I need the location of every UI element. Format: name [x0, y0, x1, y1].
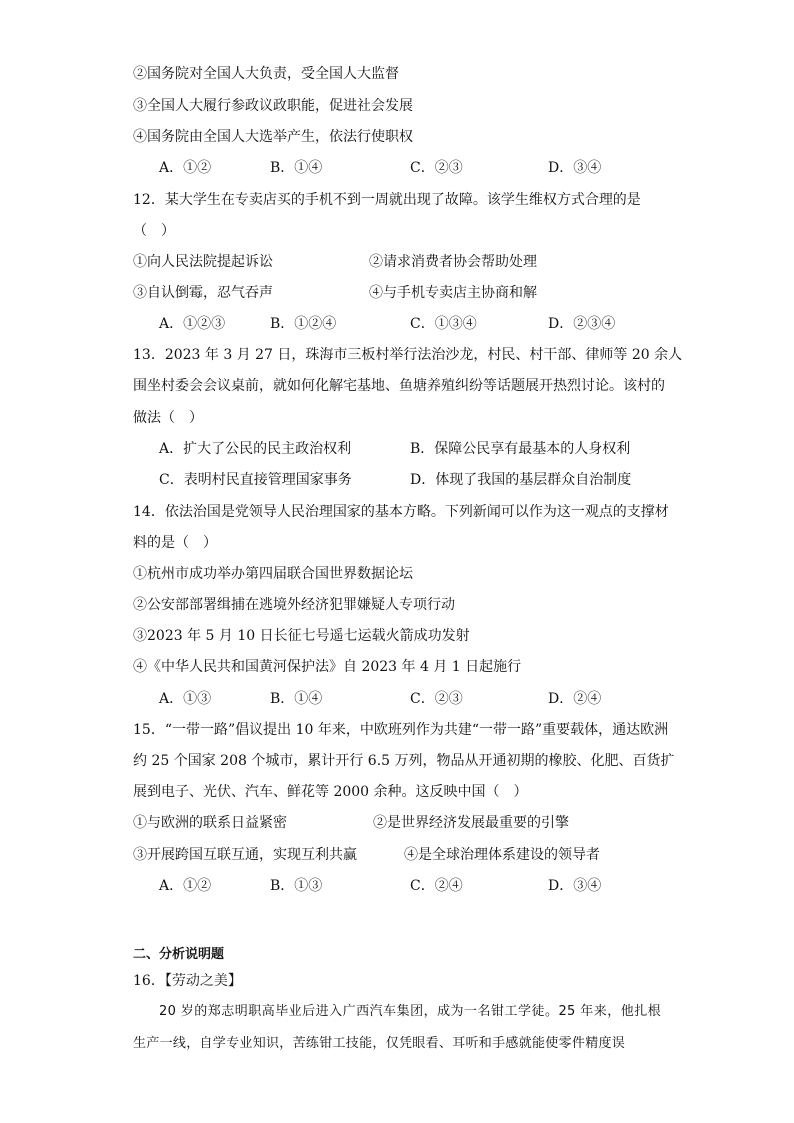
q16-material: [133, 996, 661, 1060]
q13-stem-line-3: 做法（ ）: [133, 410, 203, 426]
q12-item-3: ③自认倒霉，忍气吞声: [133, 285, 273, 301]
q15-options: [0, 876, 794, 896]
q16-label: 16．【劳动之美】: [133, 973, 242, 989]
q12-stem-line-1: 12．某大学生在专卖店买的手机不到一周就出现了故障。该学生维权方式合理的是: [133, 192, 641, 208]
q12-option-a: A．①②③: [159, 316, 226, 332]
q12-option-b: B．①②④: [270, 316, 337, 332]
q11-option-b: B．①④: [270, 160, 323, 176]
q11-options: [0, 158, 794, 178]
q13-stem-line-1: 13．2023 年 3 月 27 日，珠海市三板村举行法治沙龙，村民、村干部、律师等 20 余人: [133, 347, 683, 363]
q12-option-c: C．①③④: [410, 316, 477, 332]
q15-option-b: B．①③: [270, 878, 323, 894]
q15-stem-line-1: 15．“一带一路”倡议提出 10 年来，中欧班列作为共建“一带一路”重要载体，通达欧洲: [133, 722, 669, 738]
q15-item-2: ②是世界经济发展最重要的引擎: [373, 815, 569, 831]
q13-option-c: C．表明村民直接管理国家事务: [159, 472, 352, 488]
q14-options: [0, 689, 794, 709]
q11-option-d: D．③④: [548, 160, 602, 176]
q11-item-3: ③全国人大履行参政议政职能，促进社会发展: [133, 98, 413, 114]
q12-options: [0, 314, 794, 334]
q11-option-c: C．②③: [410, 160, 463, 176]
q13-stem-line-2: 围坐村委会会议桌前，就如何化解宅基地、鱼塘养殖纠纷等话题展开热烈讨论。该村的: [133, 378, 665, 394]
q14-option-c: C．②③: [410, 691, 463, 707]
q14-item-3: ③2023 年 5 月 10 日长征七号遥七运载火箭成功发射: [133, 628, 470, 644]
q15-stem-line-3: 展到电子、光伏、汽车、鲜花等 2000 余种。这反映中国（ ）: [133, 784, 528, 800]
q15-option-d: D．③④: [548, 878, 602, 894]
q14-option-b: B．①④: [270, 691, 323, 707]
q13-options-row-2: [0, 470, 794, 490]
q15-option-a: A．①②: [159, 878, 212, 894]
q12-option-d: D．②③④: [548, 316, 616, 332]
q12-item-1: ①向人民法院提起诉讼: [133, 254, 273, 270]
q12-item-4: ④与手机专卖店主协商和解: [369, 285, 537, 301]
q15-item-1: ①与欧洲的联系日益紧密: [133, 815, 287, 831]
q15-item-3: ③开展跨国互联互通，实现互利共赢: [133, 847, 357, 863]
q11-item-4: ④国务院由全国人大选举产生，依法行使职权: [133, 129, 413, 145]
q15-option-c: C．②④: [410, 878, 463, 894]
q14-item-1: ①杭州市成功举办第四届联合国世界数据论坛: [133, 566, 413, 582]
q14-stem-line-1: 14．依法治国是党领导人民治理国家的基本方略。下列新闻可以作为这一观点的支撑材: [133, 504, 669, 520]
q14-option-a: A．①③: [159, 691, 212, 707]
q13-option-a: A．扩大了公民的民主政治权利: [159, 441, 352, 457]
q11-item-2: ②国务院对全国人大负责，受全国人大监督: [133, 66, 399, 82]
q15-item-4: ④是全球治理体系建设的领导者: [404, 847, 600, 863]
q15-stem-line-2: 约 25 个国家 208 个城市，累计开行 6.5 万列，物品从开通初期的橡胶、化肥、百货扩: [133, 753, 675, 769]
q16-material-text: 20 岁的郑志明职高毕业后进入广西汽车集团，成为一名钳工学徒。25 年来，他扎根生产一线，自学专业知识，苦练钳工技能，仅凭眼看、耳听和手感就能使零件精度误: [133, 1004, 661, 1051]
section-title: 二、分析说明题: [133, 947, 225, 962]
q12-stem-line-2: （ ）: [133, 223, 175, 239]
q13-option-b: B．保障公民享有最基本的人身权利: [410, 441, 631, 457]
q11-option-a: A．①②: [159, 160, 212, 176]
q14-item-2: ②公安部部署缉捕在逃境外经济犯罪嫌疑人专项行动: [133, 597, 455, 613]
q14-stem-line-2: 料的是（ ）: [133, 535, 217, 551]
q13-option-d: D．体现了我国的基层群众自治制度: [410, 472, 632, 488]
q12-item-2: ②请求消费者协会帮助处理: [369, 254, 537, 270]
q14-item-4: ④《中华人民共和国黄河保护法》自 2023 年 4 月 1 日起施行: [133, 659, 522, 675]
q14-option-d: D．②④: [548, 691, 602, 707]
q13-options-row-1: [0, 439, 794, 459]
